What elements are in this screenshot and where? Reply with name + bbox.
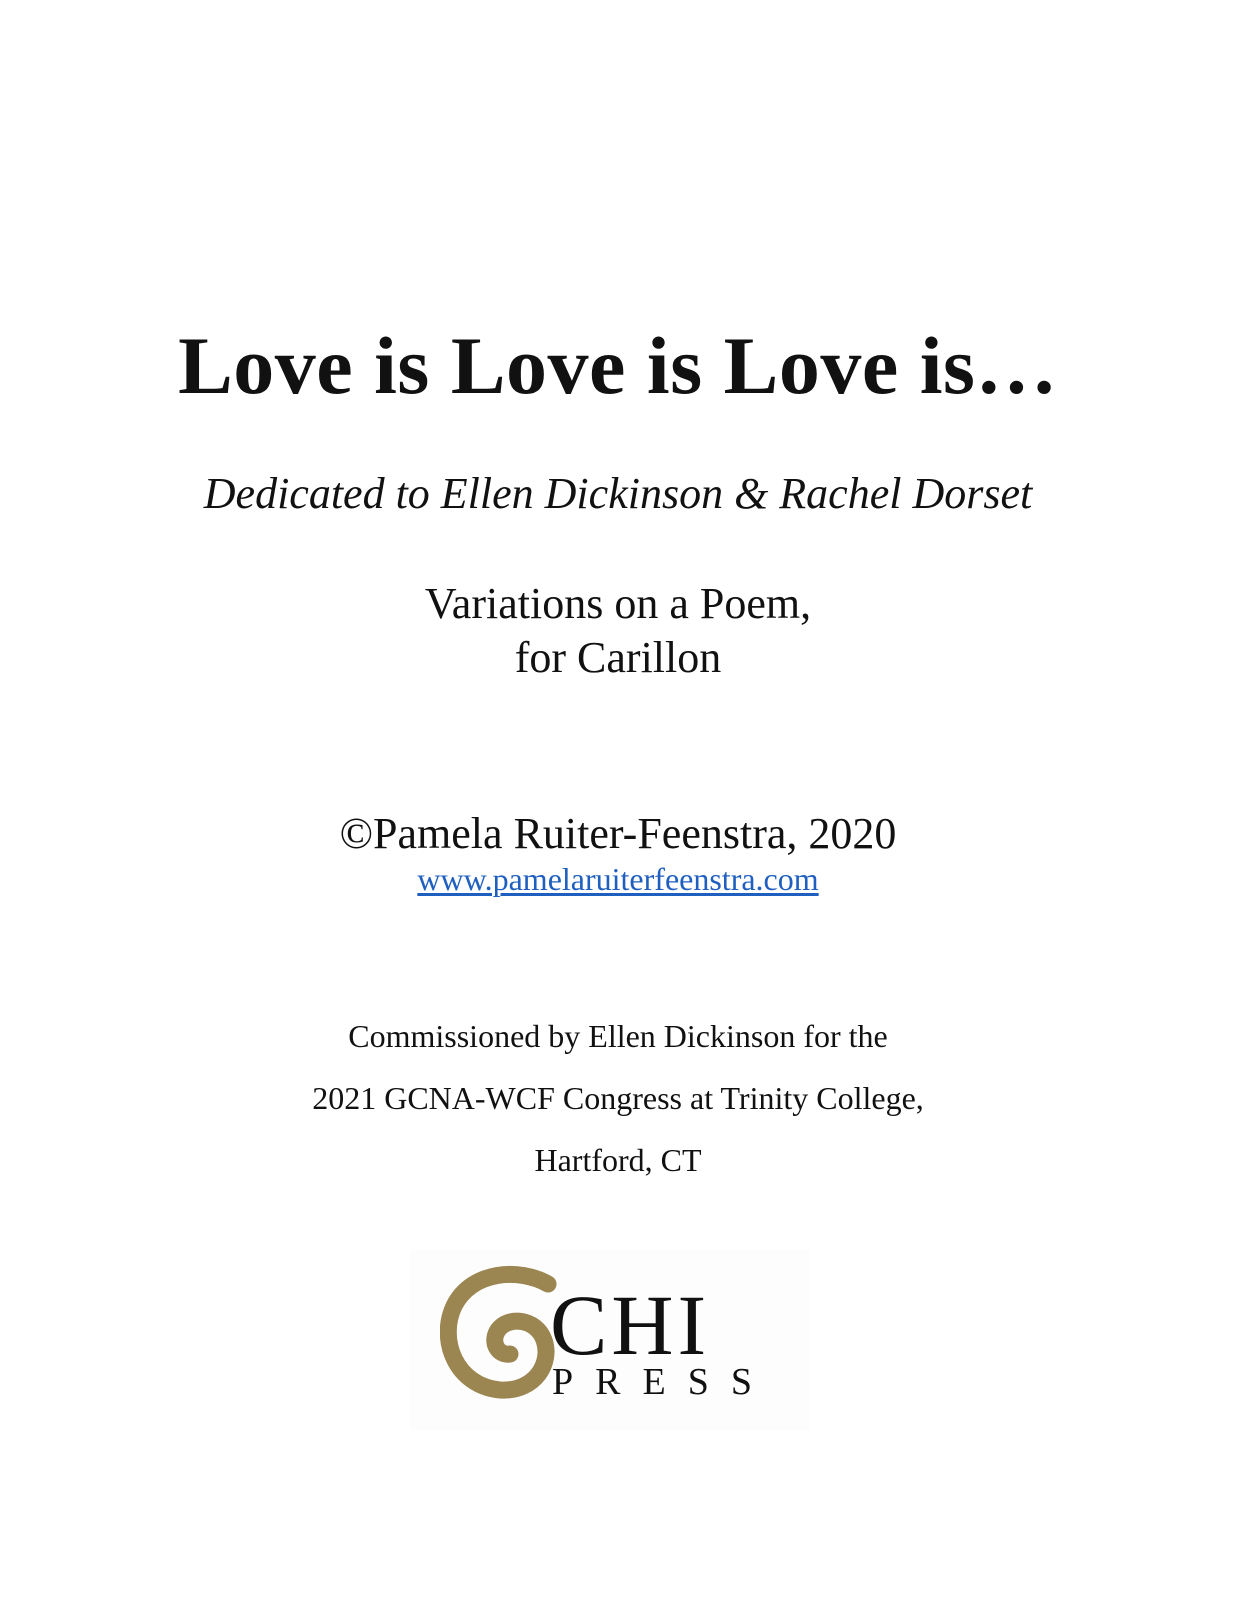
logo-wordmark-press: PRESS: [552, 1361, 774, 1403]
website-line: [0, 860, 1236, 898]
spiral-logo-icon: [440, 1262, 560, 1402]
subtitle-line-2: for Carillon: [514, 633, 722, 682]
spiral-logo-stroke: [448, 1274, 548, 1390]
commission-line-3: Hartford, CT: [534, 1142, 702, 1178]
commission-line-1: Commissioned by Ellen Dickinson for the: [348, 1018, 888, 1054]
dedication: Dedicated to Ellen Dickinson & Rachel Dorset: [203, 469, 1033, 518]
website-link[interactable]: www.pamelaruiterfeenstra.com: [417, 861, 819, 897]
copyright-notice: ©Pamela Ruiter-Feenstra, 2020: [339, 809, 897, 858]
subtitle-line-1: Variations on a Poem,: [424, 579, 812, 628]
logo-wordmark-chi: CHI: [550, 1277, 711, 1373]
document-title: Love is Love is Love is…: [178, 320, 1058, 411]
chi-press-logo: [410, 1250, 810, 1430]
commission-line-2: 2021 GCNA-WCF Congress at Trinity College,: [312, 1080, 924, 1116]
